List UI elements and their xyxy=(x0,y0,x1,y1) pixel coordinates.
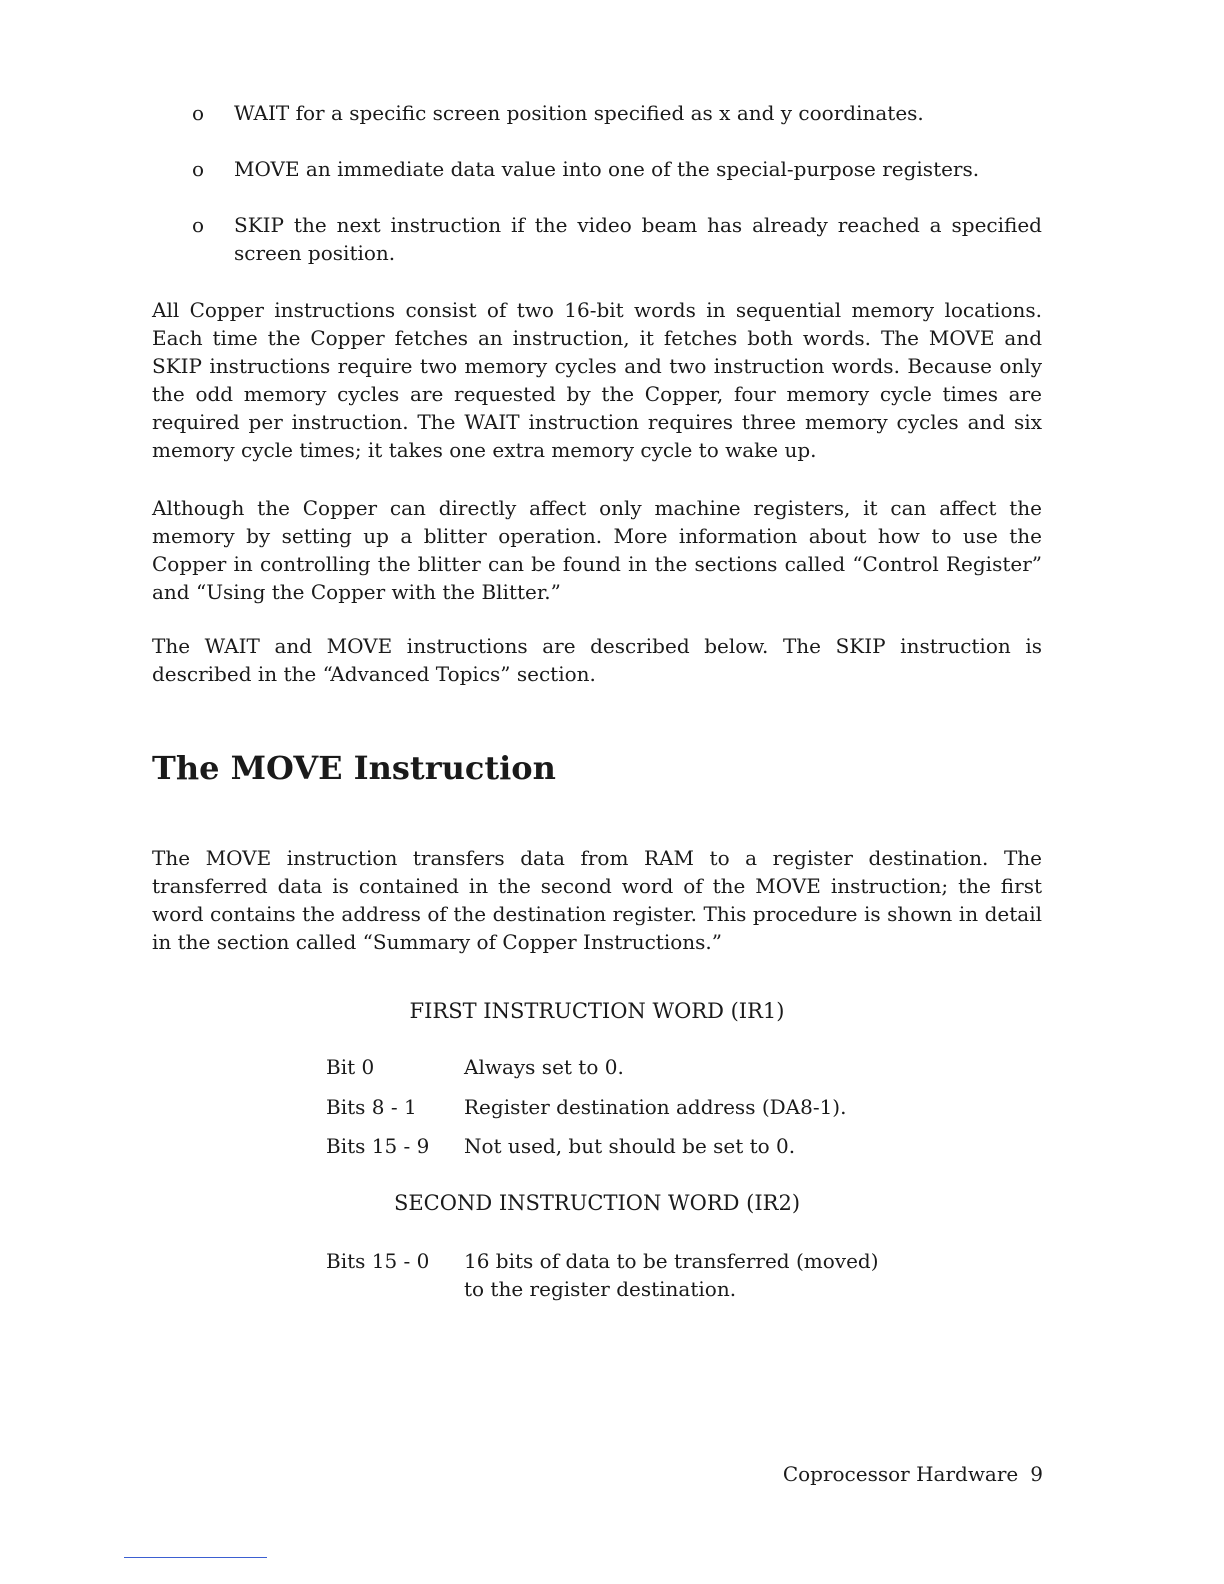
paragraph-copper-blitter: Although the Copper can directly affect only machine registers, it can affect the memory by setting up a blitter operation. More information about how to use the Copper in controlling the blitter can be found in the sections called “Control Register” and “Using the Copper with the Blitter.” xyxy=(152,496,1042,604)
page-footer xyxy=(783,1460,1043,1488)
bullet-text: MOVE an immediate data value into one of the special-purpose registers. xyxy=(234,157,980,181)
bits-label: Bit 0 xyxy=(326,1055,375,1079)
section-heading: The MOVE Instruction xyxy=(152,749,556,787)
bits-description: Not used, but should be set to 0. xyxy=(464,1134,796,1158)
footnote-rule xyxy=(124,1557,267,1558)
bullet-marker: o xyxy=(192,101,205,125)
bullet-text: WAIT for a specific screen position specified as x and y coordinates. xyxy=(234,101,924,125)
page-number: 9 xyxy=(1030,1462,1043,1486)
footer-title: Coprocessor Hardware xyxy=(782,1462,1019,1486)
bits-label: Bits 15 - 0 xyxy=(326,1249,430,1273)
paragraph-wait-move: The WAIT and MOVE instructions are described below. The SKIP instruction is described in the “Advanced Topics” section. xyxy=(152,634,1042,686)
bits-label: Bits 8 - 1 xyxy=(326,1095,417,1119)
paragraph-copper-instructions: All Copper instructions consist of two 16-bit words in sequential memory locations. Each time the Copper fetches an instruction, it fetches both words. The MOVE and SKIP instructions require two memory cycles and two instruction words. Because only the odd memory cycles are requested by the Copper, four memory cycle times are required per instruction. The WAIT instruction requires three memory cycles and six memory cycle times; it takes one extra memory cycle to wake up. xyxy=(152,298,1042,462)
bullet-text: SKIP the next instruction if the video beam has already reached a specified screen position. xyxy=(234,213,1042,265)
bits-description: Always set to 0. xyxy=(464,1055,624,1079)
bullet-marker: o xyxy=(192,213,205,237)
bits-description: 16 bits of data to be transferred (moved) to the register destination. xyxy=(464,1249,879,1301)
bits-label: Bits 15 - 9 xyxy=(326,1134,430,1158)
ir2-caption: SECOND INSTRUCTION WORD (IR2) xyxy=(393,1191,801,1215)
bullet-marker: o xyxy=(192,157,205,181)
ir1-caption: FIRST INSTRUCTION WORD (IR1) xyxy=(409,999,785,1023)
paragraph-move-intro: The MOVE instruction transfers data from RAM to a register destination. The transferred data is contained in the second word of the MOVE instruction; the first word contains the address of the destination register. This procedure is shown in detail in the section called “Summary of Copper Instructions.” xyxy=(152,846,1042,954)
bits-description: Register destination address (DA8-1). xyxy=(464,1095,847,1119)
